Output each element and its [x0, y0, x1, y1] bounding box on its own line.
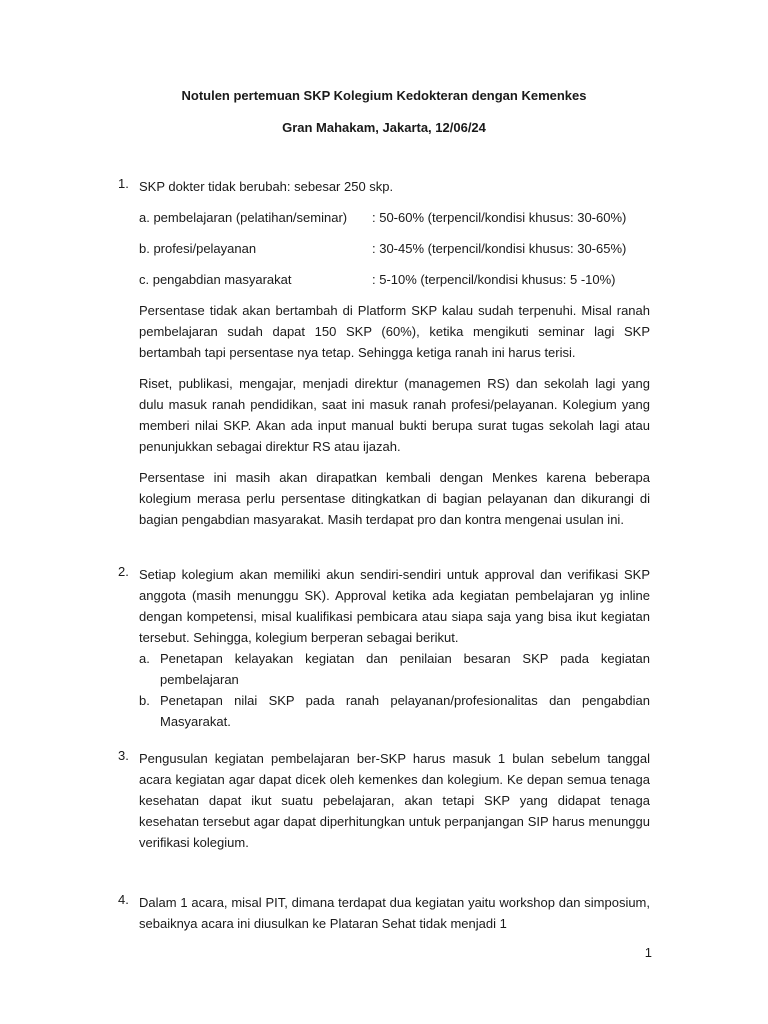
sub-item-b: [139, 690, 650, 732]
category-label: a. pembelajaran (pelatihan/seminar): [139, 210, 348, 225]
category-label: b. profesi/pelayanan: [139, 241, 257, 256]
list-item-4: [118, 892, 650, 934]
list-item-1: [118, 176, 650, 540]
page-number: 1: [644, 945, 652, 960]
sub-label: b.: [139, 693, 150, 708]
list-number: 4.: [118, 892, 129, 907]
list-number: 2.: [118, 564, 129, 579]
item-2-text: Setiap kolegium akan memiliki akun sendiri-sendiri untuk approval dan verifikasi SKP anggota (masih menunggu SK). Approval ketika ada kegiatan pembelajaran yg inline dengan kompetensi, misal kualifikasi pembicara atau siapa saja yang bisa ikut kegiatan tersebut. Sehingga, kolegium berperan sebagai berikut.: [139, 567, 650, 645]
item-1-paragraph: Persentase ini masih akan dirapatkan kembali dengan Menkes karena beberapa kolegium merasa perlu persentase ditingkatkan di bagian pelayanan dan dikurangi di bagian pengabdian masyarakat. Masih terdapat pro dan kontra mengenai usulan ini.: [139, 470, 650, 527]
list-number: 1.: [118, 176, 129, 191]
item-1-lead: SKP dokter tidak berubah: sebesar 250 skp.: [139, 179, 394, 194]
sub-text: Penetapan kelayakan kegiatan dan penilaian besaran SKP pada kegiatan pembelajaran: [160, 651, 650, 687]
category-value: : 50-60% (terpencil/kondisi khusus: 30-60%): [372, 210, 627, 225]
sub-item-a: [139, 648, 650, 690]
item-1-paragraph: Riset, publikasi, mengajar, menjadi direktur (managemen RS) dan sekolah lagi yang dulu masuk ranah pendidikan, saat ini masuk ranah profesi/pelayanan. Kolegium yang memberi nilai SKP. Akan ada input manual bukti berupa surat tugas sekolah lagi atau penunjukkan sebagai direktur RS atau ijazah.: [139, 376, 650, 454]
category-row-b: [139, 238, 650, 259]
item-4-text: Dalam 1 acara, misal PIT, dimana terdapat dua kegiatan yaitu workshop dan simposium, sebaiknya acara ini diusulkan ke Plataran Sehat tidak menjadi 1: [139, 895, 650, 931]
item-3-text: Pengusulan kegiatan pembelajaran ber-SKP harus masuk 1 bulan sebelum tanggal acara kegiatan agar dapat dicek oleh kemenkes dan kolegium. Ke depan semua tenaga kesehatan dapat ikut suatu pebelajaran, akan tetapi SKP yang didapat tenaga kesehatan tersebut agar dapat diperhitungkan untuk perpanjangan SIP harus menunggu verifikasi kolegium.: [139, 751, 650, 850]
category-row-c: [139, 269, 650, 290]
list-item-2: [118, 564, 650, 732]
category-value: : 30-45% (terpencil/kondisi khusus: 30-65%): [372, 241, 627, 256]
document-subtitle: Gran Mahakam, Jakarta, 12/06/24: [282, 120, 486, 135]
sub-text: Penetapan nilai SKP pada ranah pelayanan/profesionalitas dan pengabdian Masyarakat.: [160, 693, 650, 729]
sub-label: a.: [139, 651, 150, 666]
category-label: c. pengabdian masyarakat: [139, 272, 292, 287]
list-item-3: [118, 748, 650, 853]
item-1-paragraph: Persentase tidak akan bertambah di Platform SKP kalau sudah terpenuhi. Misal ranah pembelajaran sudah dapat 150 SKP (60%), ketika mengikuti seminar lagi SKP bertambah tapi persentase nya tetap. Sehingga ketiga ranah ini harus terisi.: [139, 303, 650, 360]
category-row-a: [139, 207, 650, 228]
category-value: : 5-10% (terpencil/kondisi khusus: 5 -10%): [372, 272, 616, 287]
list-number: 3.: [118, 748, 129, 763]
document-title: Notulen pertemuan SKP Kolegium Kedokteran dengan Kemenkes: [181, 88, 587, 103]
